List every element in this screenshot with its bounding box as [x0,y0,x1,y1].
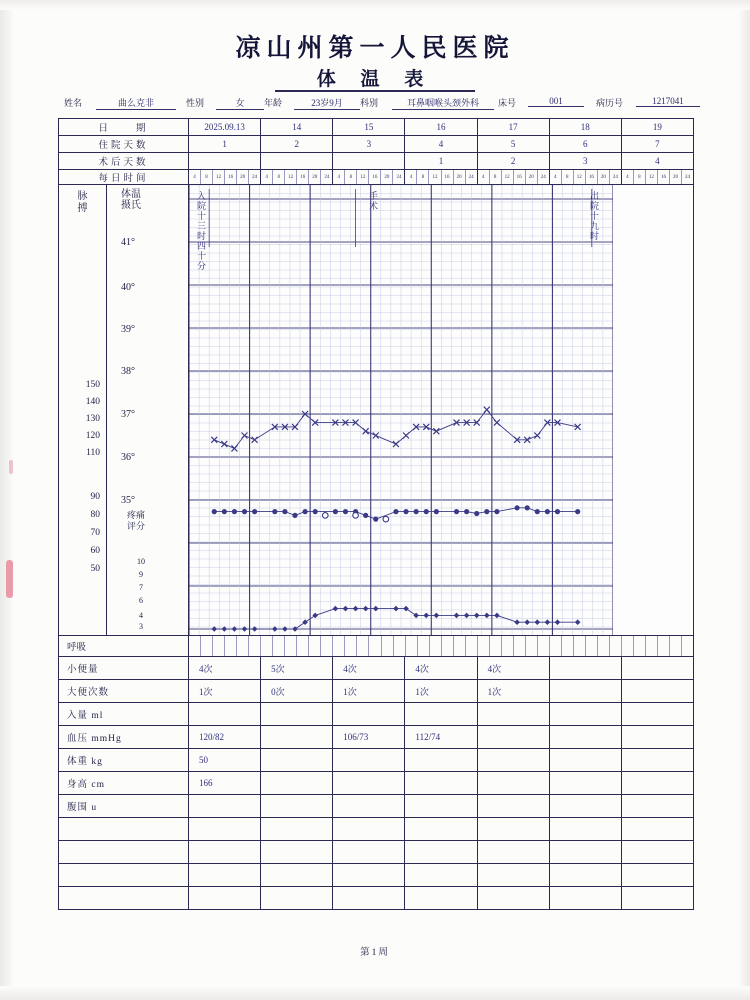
date-cell: 16 [405,119,477,135]
respiration-tick [586,636,598,656]
data-row [59,680,693,703]
data-row-cell [405,795,477,817]
pain-tick: 4 [139,611,143,620]
time-group [622,170,693,184]
data-row-cell [333,818,405,840]
time-tick: 12 [285,170,297,184]
data-row-cell: 166 [189,772,261,794]
chart-svg [189,185,613,635]
time-tick: 16 [225,170,237,184]
time-tick: 16 [297,170,309,184]
time-tick: 12 [574,170,586,184]
data-row-cell: 0次 [261,680,333,702]
data-row-cell [333,772,405,794]
temp-axis-title: 体温 摄氏 [121,189,141,211]
postop-day-cell [333,153,405,169]
data-row-cell [333,841,405,863]
data-row [59,772,693,795]
time-tick: 4 [261,170,273,184]
respiration-tick [514,636,526,656]
data-row [59,703,693,726]
respiration-tick [502,636,514,656]
postop-days-label: 术后天数 [59,153,189,169]
date-cell: 17 [478,119,550,135]
respiration-tick [357,636,369,656]
time-tick: 20 [381,170,393,184]
data-row-cell [622,841,693,863]
paper-edge-top [0,0,750,10]
respiration-tick-strip [189,636,693,656]
time-tick: 8 [345,170,357,184]
time-group [478,170,550,184]
data-row-cell: 4次 [333,657,405,679]
data-row [59,749,693,772]
data-row-cell [261,887,333,909]
time-tick: 24 [612,174,618,180]
title-underline [275,90,475,92]
hospital-day-cell: 4 [405,136,477,152]
page-title: 体 温 表 [316,69,434,90]
age-value: 23岁9月 [294,96,360,110]
respiration-tick [478,636,490,656]
data-row-cell [189,795,261,817]
time-tick: 12 [357,170,369,184]
time-tick: 20 [309,170,321,184]
data-row-cell [550,818,622,840]
data-row-cell [405,887,477,909]
respiration-tick [309,636,321,656]
respiration-tick [225,636,237,656]
time-tick: 12 [429,170,441,184]
data-row-cell [261,795,333,817]
pulse-tick: 120 [85,431,100,441]
time-tick: 20 [454,170,466,184]
data-row-cell [478,703,550,725]
data-row-cell: 1次 [333,680,405,702]
data-row-cell [261,772,333,794]
hospital-name: 凉山州第一人民医院 [235,35,515,62]
respiration-tick [273,636,285,656]
respiration-tick [646,636,658,656]
respiration-tick [634,636,646,656]
pink-margin-mark-small [9,460,13,474]
data-row-cell [405,818,477,840]
date-row [59,119,693,136]
postop-day-cell [189,153,261,169]
hospital-day-cell: 3 [333,136,405,152]
time-tick: 20 [237,170,249,184]
data-row-cell: 106/73 [333,726,405,748]
chart-no-label: 病历号 [596,98,624,108]
pink-margin-mark [6,560,13,598]
time-tick: 16 [514,170,526,184]
time-tick: 24 [468,174,474,180]
data-row-label: 小便量 [59,657,189,679]
bed-label: 床号 [498,98,517,108]
time-tick: 12 [502,170,514,184]
respiration-tick [285,636,297,656]
respiration-tick [622,636,634,656]
data-row-cell [478,726,550,748]
hospital-days-label: 住院天数 [59,136,189,152]
respiration-tick [237,636,249,656]
postop-days-row [59,153,693,170]
pulse-tick: 90 [90,492,100,502]
bottom-data-rows [59,657,693,909]
temperature-grid [58,118,694,910]
data-row-label: 血压 mmHg [59,726,189,748]
time-tick: 24 [540,174,546,180]
temp-tick: 37° [121,409,135,420]
time-tick: 4 [550,170,562,184]
data-row-cell [261,864,333,886]
time-tick: 16 [586,170,598,184]
pain-tick: 10 [137,557,145,566]
respiration-tick [670,636,682,656]
respiration-tick [394,636,406,656]
respiration-tick [333,636,345,656]
data-row-cell: 4次 [189,657,261,679]
pulse-tick: 140 [85,397,100,407]
data-row-cell [550,726,622,748]
data-row-cell [622,795,693,817]
data-row [59,795,693,818]
data-row-cell [550,887,622,909]
time-group [189,170,261,184]
time-group [550,170,622,184]
data-row-cell [405,841,477,863]
data-row-cell [478,887,550,909]
time-tick: 4 [333,170,345,184]
time-tick: 4 [622,170,634,184]
data-row-cell [622,726,693,748]
time-tick: 8 [417,170,429,184]
data-row-cell: 5次 [261,657,333,679]
name-value: 曲么克非 [96,96,176,110]
data-row [59,841,693,864]
respiration-row [59,636,693,657]
time-group [333,170,405,184]
data-row-label: 腹围 u [59,795,189,817]
data-row-cell [622,749,693,771]
surgery-annotation: 手术 [368,191,378,211]
data-row [59,818,693,841]
data-row [59,887,693,909]
respiration-tick [261,636,273,656]
data-row-cell [261,841,333,863]
time-tick: 16 [658,170,670,184]
time-tick: 8 [562,170,574,184]
time-tick: 20 [526,170,538,184]
time-tick: 16 [369,170,381,184]
pulse-axis-column [59,185,107,635]
time-tick: 12 [646,170,658,184]
data-row-cell [405,864,477,886]
data-row-cell [550,703,622,725]
data-row-cell [189,887,261,909]
time-tick: 8 [201,170,213,184]
age-label: 年龄 [264,98,283,108]
discharge-annotation: 出院十九时 [589,191,599,241]
hospital-days-row [59,136,693,153]
data-row-cell [550,795,622,817]
respiration-tick [550,636,562,656]
respiration-tick [454,636,466,656]
temp-tick: 41° [121,237,135,248]
pulse-tick: 80 [90,510,100,520]
data-row-cell [622,703,693,725]
chart-no-value: 1217041 [636,96,700,107]
data-row-cell [550,749,622,771]
data-row-cell [189,703,261,725]
respiration-tick [382,636,394,656]
respiration-tick [369,636,381,656]
time-tick: 8 [634,170,646,184]
data-row-label [59,864,189,886]
data-row-cell [550,680,622,702]
data-row-label: 身高 cm [59,772,189,794]
respiration-tick [490,636,502,656]
pulse-tick: 130 [85,414,100,424]
data-row-cell [622,818,693,840]
respiration-tick [466,636,478,656]
respiration-tick [201,636,213,656]
data-row-cell [550,841,622,863]
data-row-cell [478,818,550,840]
pulse-tick: 150 [85,380,100,390]
page-footer: 第1周 [360,948,390,958]
respiration-tick [345,636,357,656]
hospital-day-cell: 5 [478,136,550,152]
pulse-tick: 60 [90,546,100,556]
admission-annotation: 入院十三时四十分 [196,191,206,271]
respiration-tick [297,636,309,656]
data-row-cell [478,772,550,794]
data-row-cell: 1次 [189,680,261,702]
respiration-tick [658,636,670,656]
respiration-tick [538,636,550,656]
respiration-tick [418,636,430,656]
respiration-tick [610,636,622,656]
pulse-tick: 70 [90,528,100,538]
date-cell: 18 [550,119,622,135]
time-tick: 12 [213,170,225,184]
department-value: 耳鼻咽喉头颈外科 [392,96,494,110]
data-row-cell [261,818,333,840]
data-row-cell: 4次 [405,657,477,679]
data-row-label [59,818,189,840]
data-row-cell [261,703,333,725]
time-row [59,170,693,185]
date-cell: 14 [261,119,333,135]
bed-value: 001 [528,96,584,107]
data-row-label [59,841,189,863]
data-row-cell [622,887,693,909]
respiration-tick [526,636,538,656]
temp-tick: 36° [121,452,135,463]
data-row [59,657,693,680]
data-row-cell [333,703,405,725]
hospital-day-cell: 6 [550,136,622,152]
data-row-label: 体重 kg [59,749,189,771]
time-tick: 4 [405,170,417,184]
time-tick: 24 [324,174,330,180]
postop-day-cell: 1 [405,153,477,169]
time-tick: 16 [442,170,454,184]
temperature-axis-column [107,185,189,635]
time-tick: 24 [396,174,402,180]
date-row-label: 日 期 [59,119,189,135]
date-cell: 15 [333,119,405,135]
data-row-cell [405,772,477,794]
data-row-cell [261,749,333,771]
data-row-cell [333,749,405,771]
pain-axis-title: 疼痛 评分 [127,510,146,531]
data-row-cell [189,818,261,840]
time-tick: 8 [273,170,285,184]
data-row [59,864,693,887]
data-row-cell: 1次 [478,680,550,702]
sex-value: 女 [216,96,264,110]
data-row-cell: 50 [189,749,261,771]
data-row-cell [333,795,405,817]
paper-edge-right [738,0,750,1000]
data-row-cell [333,864,405,886]
data-row-cell: 1次 [405,680,477,702]
pulse-axis-title: 脉 搏 [77,191,88,214]
data-row-cell: 4次 [478,657,550,679]
pain-tick: 9 [139,570,143,579]
data-row-cell [405,703,477,725]
postop-day-cell [261,153,333,169]
data-row-cell [189,864,261,886]
respiration-tick [189,636,201,656]
data-row-cell [622,657,693,679]
data-row-cell [550,864,622,886]
time-tick: 24 [685,174,691,180]
temp-tick: 40° [121,282,135,293]
respiration-label: 呼吸 [59,636,189,656]
respiration-tick [321,636,333,656]
paper-edge-bottom [0,986,750,1000]
pulse-tick: 110 [86,448,100,458]
data-row-cell [333,887,405,909]
respiration-tick [213,636,225,656]
respiration-tick [562,636,574,656]
data-row-cell [405,749,477,771]
data-row-cell [622,772,693,794]
sex-label: 性别 [186,98,205,108]
data-row-label: 入量 ml [59,703,189,725]
data-row-cell: 120/82 [189,726,261,748]
postop-day-cell: 3 [550,153,622,169]
temp-tick: 38° [121,366,135,377]
data-row-cell [261,726,333,748]
pain-tick: 3 [139,622,143,631]
data-row-cell [189,841,261,863]
time-row-label: 每日时间 [59,170,189,184]
hospital-day-cell: 2 [261,136,333,152]
data-row-cell [478,749,550,771]
time-tick: 24 [252,174,258,180]
name-label: 姓名 [64,98,83,108]
time-tick: 20 [598,170,610,184]
data-row [59,726,693,749]
pain-tick: 6 [139,596,143,605]
data-row-cell [550,657,622,679]
data-row-cell [622,680,693,702]
paper-edge-left [0,0,14,1000]
time-group [261,170,333,184]
pain-tick: 7 [139,583,143,592]
respiration-tick [430,636,442,656]
patient-identity-row [58,96,694,114]
hospital-day-cell: 7 [655,139,660,149]
pulse-tick: 50 [90,564,100,574]
respiration-tick [406,636,418,656]
temp-tick: 39° [121,324,135,335]
date-cell: 19 [652,122,662,132]
temp-tick: 35° [121,495,135,506]
data-row-label [59,887,189,909]
time-tick: 20 [670,170,682,184]
data-row-cell: 112/74 [405,726,477,748]
time-tick: 4 [189,170,201,184]
data-row-cell [478,864,550,886]
respiration-tick [574,636,586,656]
respiration-tick [682,636,693,656]
data-row-cell [478,841,550,863]
data-row-cell [478,795,550,817]
hospital-day-cell: 1 [189,136,261,152]
data-row-label: 大便次数 [59,680,189,702]
data-row-cell [622,864,693,886]
respiration-tick [249,636,261,656]
time-tick: 8 [490,170,502,184]
date-cell: 2025.09.13 [189,119,261,135]
chart-body-row [59,185,693,636]
chart-plot-area [189,185,693,635]
postop-day-cell: 4 [655,156,660,166]
time-group [405,170,477,184]
department-label: 科别 [360,98,379,108]
postop-day-cell: 2 [478,153,550,169]
time-tick: 4 [478,170,490,184]
respiration-tick [442,636,454,656]
respiration-tick [598,636,610,656]
data-row-cell [550,772,622,794]
